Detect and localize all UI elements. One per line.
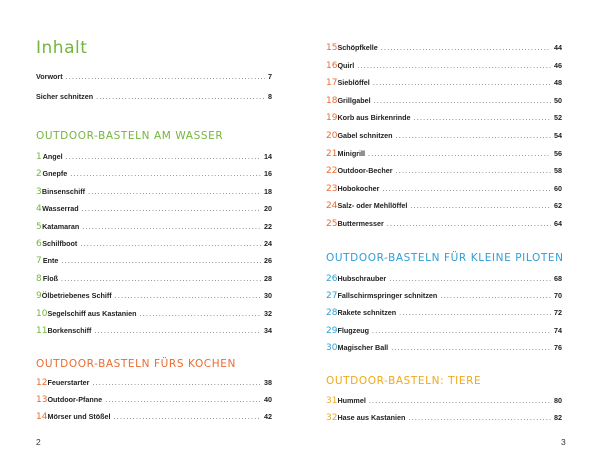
toc-entry[interactable] — [36, 256, 272, 268]
toc-entry-label: Vorwort — [36, 72, 63, 81]
toc-entry-label: Fallschirmspringer schnitzen — [337, 291, 438, 301]
toc-entry[interactable] — [36, 239, 272, 251]
toc-entry-page: 48 — [554, 78, 562, 88]
toc-entry-number: 22 — [326, 166, 338, 177]
toc-entry-number: 17 — [326, 78, 338, 89]
toc-entry-page: 40 — [264, 395, 272, 405]
dot-leader — [82, 222, 261, 231]
toc-entry[interactable] — [326, 274, 562, 286]
toc-entry[interactable] — [36, 395, 272, 407]
toc-entry-number: 30 — [326, 342, 338, 353]
toc-entry[interactable] — [326, 201, 562, 213]
toc-entry-page: 20 — [264, 204, 272, 214]
dot-leader — [389, 274, 551, 283]
toc-entry-label: Magischer Ball — [337, 342, 389, 352]
dot-leader — [374, 96, 551, 105]
toc-entry[interactable] — [326, 291, 562, 303]
dot-leader — [369, 396, 551, 405]
dot-leader — [399, 308, 551, 317]
dot-leader — [368, 149, 551, 158]
toc-entry-page: 38 — [264, 378, 272, 387]
toc-entry-label: Rakete schnitzen — [337, 308, 397, 318]
toc-entry-number: 9 — [36, 291, 42, 302]
toc-entry[interactable] — [326, 326, 562, 338]
toc-entry[interactable] — [36, 326, 272, 338]
toc-entry-page: 82 — [554, 413, 562, 423]
toc-entry[interactable] — [326, 78, 562, 90]
toc-entry-number: 28 — [326, 308, 338, 319]
page-number-left: 2 — [36, 437, 41, 447]
toc-entry-number: 29 — [326, 325, 338, 336]
toc-entry-label: Gabel schnitzen — [337, 131, 393, 140]
dot-leader — [115, 291, 261, 300]
toc-entry-label: Feuerstarter — [47, 378, 90, 387]
toc-entry-page: 58 — [554, 166, 562, 176]
toc-entry[interactable] — [326, 113, 562, 125]
toc-entry-number: 15 — [326, 43, 338, 53]
toc-entry[interactable] — [326, 149, 562, 161]
dot-leader — [94, 326, 261, 335]
toc-entry-label: Gnepfe — [42, 169, 68, 179]
toc-entry[interactable] — [36, 378, 272, 390]
toc-entry[interactable] — [36, 412, 272, 424]
dot-leader — [414, 113, 551, 122]
toc-entry[interactable] — [326, 131, 562, 143]
dot-leader — [88, 187, 261, 196]
dot-leader — [140, 309, 261, 318]
page-number-right: 3 — [561, 437, 566, 447]
toc-entry-page: 70 — [554, 291, 562, 301]
toc-entry[interactable] — [326, 166, 562, 178]
toc-entry-label: Segelschiff aus Kastanien — [47, 308, 137, 318]
toc-entry-page: 62 — [554, 201, 562, 211]
dot-leader — [61, 274, 261, 283]
dot-leader — [357, 61, 551, 70]
toc-entry-page: 68 — [554, 274, 562, 283]
dot-leader — [96, 92, 265, 101]
dot-leader — [396, 131, 551, 140]
toc-entry[interactable] — [36, 309, 272, 321]
toc-entry-label: Binsenschiff — [41, 186, 86, 196]
toc-entry-number: 12 — [36, 378, 48, 388]
toc-entry-number: 4 — [36, 204, 42, 215]
toc-entry[interactable] — [36, 291, 272, 303]
toc-entry-label: Grillgabel — [337, 95, 371, 105]
toc-entry-page: 54 — [554, 131, 562, 140]
toc-entry-page: 24 — [264, 239, 272, 248]
toc-entry-number: 24 — [326, 201, 338, 212]
toc-entry-page: 46 — [554, 60, 562, 70]
toc-entry-number: 10 — [36, 308, 48, 319]
toc-entry-number: 20 — [326, 131, 338, 141]
dot-leader — [80, 239, 261, 248]
toc-entry[interactable] — [36, 169, 272, 181]
toc-entry[interactable] — [36, 92, 272, 104]
dot-leader — [114, 412, 261, 421]
toc-entry-page: 28 — [264, 273, 272, 283]
toc-entry-page: 44 — [554, 43, 562, 52]
toc-entry-label: Buttermesser — [337, 219, 384, 228]
toc-entry-page: 26 — [264, 256, 272, 266]
toc-entry-label: Minigrill — [337, 148, 366, 158]
toc-entry-number: 23 — [326, 183, 338, 194]
toc-entry-label: Salz- oder Mehllöffel — [337, 201, 408, 211]
right-page — [300, 0, 600, 462]
toc-entry-label: Hummel — [337, 396, 366, 405]
toc-entry-label: Outdoor-Pfanne — [47, 395, 103, 405]
section-heading-water: OUTDOOR-BASTELN AM WASSER — [36, 130, 224, 142]
toc-entry-page: 64 — [554, 219, 562, 228]
toc-entry-label: Schilfboot — [42, 239, 78, 248]
toc-entry-page: 18 — [264, 186, 272, 196]
toc-entry-page: 72 — [554, 308, 562, 318]
dot-leader — [105, 395, 261, 404]
toc-entry[interactable] — [36, 222, 272, 234]
dot-leader — [82, 204, 261, 213]
toc-entry[interactable] — [326, 413, 562, 425]
toc-entry-page: 32 — [264, 308, 272, 318]
dot-leader — [66, 152, 261, 161]
toc-entry[interactable] — [326, 184, 562, 196]
toc-entry-number: 26 — [326, 274, 338, 284]
toc-entry-page: 8 — [268, 92, 272, 101]
toc-entry-number: 1 — [36, 152, 42, 162]
toc-entry-number: 19 — [326, 113, 338, 124]
toc-entry-number: 14 — [36, 412, 48, 423]
toc-entry[interactable] — [326, 96, 562, 108]
dot-leader — [396, 166, 551, 175]
toc-entry-label: Borkenschiff — [47, 326, 92, 335]
toc-entry-label: Sieblöffel — [337, 78, 370, 88]
dot-leader — [373, 78, 551, 87]
toc-entry-page: 16 — [264, 169, 272, 179]
toc-entry-label: Outdoor-Becher — [337, 166, 393, 176]
toc-entry-label: Ölbetriebenes Schiff — [41, 291, 112, 301]
toc-entry-label: Katamaran — [42, 221, 80, 231]
toc-entry-page: 7 — [268, 72, 272, 81]
toc-entry-label: Flugzeug — [337, 325, 369, 335]
toc-entry-page: 34 — [264, 326, 272, 335]
toc-entry[interactable] — [326, 343, 562, 355]
toc-entry-label: Angel — [42, 152, 63, 161]
toc-entry-number: 3 — [36, 186, 42, 197]
toc-entry-label: Sicher schnitzen — [36, 92, 94, 101]
toc-entry-page: 50 — [554, 95, 562, 105]
toc-entry-label: Korb aus Birkenrinde — [337, 113, 411, 123]
toc-entry-number: 6 — [36, 239, 42, 249]
dot-leader — [66, 72, 265, 81]
toc-entry-page: 76 — [554, 342, 562, 352]
toc-entry-page: 30 — [264, 291, 272, 301]
dot-leader — [61, 256, 261, 265]
dot-leader — [410, 201, 551, 210]
toc-entry[interactable] — [36, 204, 272, 216]
toc-entry[interactable] — [326, 43, 562, 55]
dot-leader — [387, 219, 551, 228]
toc-entry-label: Schöpfkelle — [337, 43, 378, 52]
toc-entry-number: 11 — [36, 326, 48, 336]
toc-entry[interactable] — [326, 219, 562, 231]
toc-entry-number: 16 — [326, 60, 338, 71]
toc-entry-page: 74 — [554, 325, 562, 335]
toc-entry-page: 14 — [264, 152, 272, 161]
dot-leader — [382, 184, 551, 193]
section-heading-cooking: OUTDOOR-BASTELN FÜRS KOCHEN — [36, 358, 236, 370]
section-heading-pilots: OUTDOOR-BASTELN FÜR KLEINE PILOTEN — [326, 252, 564, 264]
toc-entry-number: 13 — [36, 395, 48, 406]
toc-entry-label: Quirl — [337, 60, 355, 70]
toc-entry[interactable] — [36, 274, 272, 286]
toc-entry-page: 80 — [554, 396, 562, 405]
dot-leader — [440, 291, 551, 300]
toc-entry[interactable] — [326, 61, 562, 73]
toc-entry-page: 60 — [554, 183, 562, 193]
toc-entry-page: 56 — [554, 148, 562, 158]
section-heading-animals: OUTDOOR-BASTELN: TIERE — [326, 375, 482, 387]
page-title: Inhalt — [36, 38, 88, 58]
toc-entry-number: 18 — [326, 95, 338, 106]
toc-entry-number: 5 — [36, 221, 42, 232]
toc-entry-label: Ente — [42, 256, 59, 266]
toc-entry-page: 22 — [264, 221, 272, 231]
toc-entry-number: 31 — [326, 396, 338, 406]
dot-leader — [70, 169, 261, 178]
toc-entry[interactable] — [36, 152, 272, 164]
toc-entry-label: Hase aus Kastanien — [337, 413, 406, 423]
toc-entry-label: Hobokocher — [337, 183, 380, 193]
dot-leader — [92, 378, 261, 387]
dot-leader — [381, 43, 551, 52]
toc-entry[interactable] — [36, 187, 272, 199]
toc-entry-number: 25 — [326, 219, 338, 229]
toc-entry-number: 7 — [36, 256, 42, 267]
toc-entry[interactable] — [36, 72, 272, 84]
toc-entry-number: 2 — [36, 169, 42, 180]
toc-entry[interactable] — [326, 308, 562, 320]
dot-leader — [408, 413, 551, 422]
dot-leader — [391, 343, 551, 352]
toc-entry-label: Hubschrauber — [337, 274, 387, 283]
toc-entry-number: 8 — [36, 273, 42, 284]
dot-leader — [372, 326, 551, 335]
toc-entry-page: 42 — [264, 412, 272, 422]
toc-entry-label: Floß — [42, 273, 59, 283]
toc-entry-label: Wasserrad — [42, 204, 79, 214]
toc-entry-number: 21 — [326, 148, 338, 159]
toc-entry-number: 27 — [326, 291, 338, 302]
toc-entry-page: 52 — [554, 113, 562, 123]
toc-entry-label: Mörser und Stößel — [47, 412, 111, 422]
toc-entry[interactable] — [326, 396, 562, 408]
toc-entry-number: 32 — [326, 413, 338, 424]
